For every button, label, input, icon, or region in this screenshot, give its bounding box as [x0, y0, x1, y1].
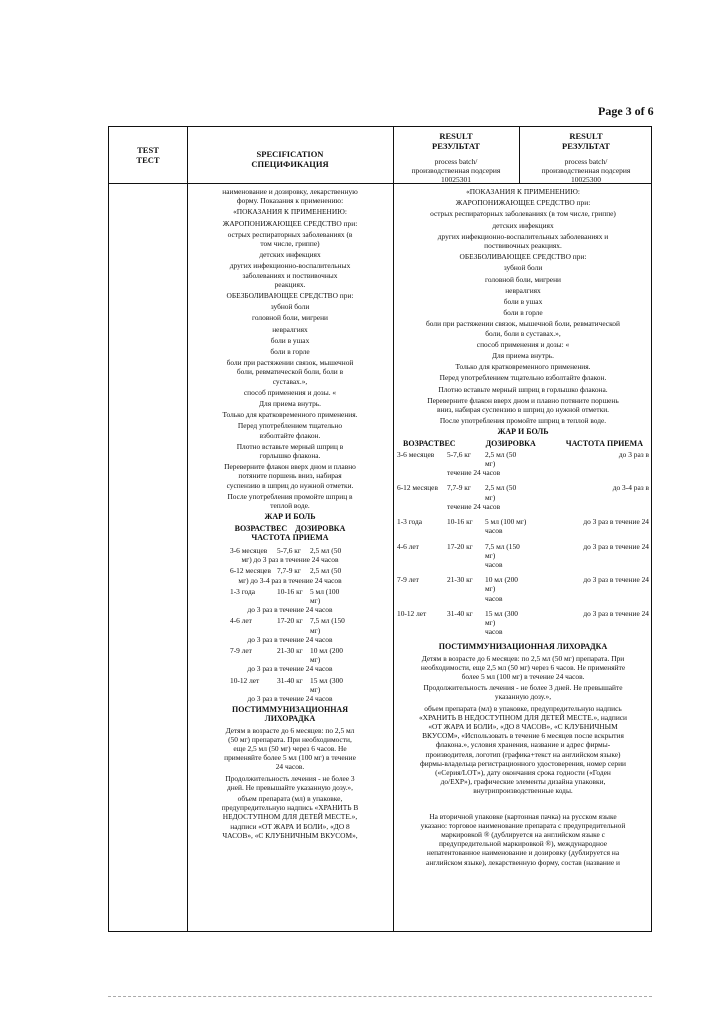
column-divider	[187, 127, 188, 931]
result-header-1: RESULT РЕЗУЛЬТАТ	[432, 131, 480, 151]
batch-label-2: process batch/ производственная подсерия 10025300	[541, 157, 631, 184]
column-divider	[393, 127, 394, 931]
result-dosage-header: ВОЗРАСТВЕС ДОЗИРОВКА ЧАСТОТА ПРИЕМА	[403, 438, 643, 448]
result-dosage-table: 3-6 месяцев 5-7,6 кг 2,5 мл (50 мг) до 3 раз в течение 24 часов 6-12 месяцев 7,7-9 кг 2,5 мл (50 мг) до 3-4 раз в течение 24 часов 1-3 года 10-16 кг 5 мл (100 мг) до 3 раз в течение 24 часов 4-6 лет 17-20 кг 7,5 мл (150 мг) до 3 раз в течение 24 часов 7-9 лет 21-30 кг 10 мл (200 мг) до 3 раз в течение 24 часов 10-12 лет 31-40 кг 15 мл (300 мг) до 3 раз в течение 24 часов	[397, 449, 649, 637]
result-header-2: RESULT РЕЗУЛЬТАТ	[562, 131, 610, 151]
page-number: Page 3 of 6	[598, 104, 654, 118]
specification-text: наименование и дозировку, лекарственную форму. Показания к применению: «ПОКАЗАНИЯ К ПРИМЕНЕНИЮ: ЖАРОПОНИЖАЮЩЕЕ СРЕДСТВО при: острых респираторных заболеваниях (в том числе, гриппе) детских инфекциях других инфекционно-воспалительных заболеваниях и поствивочных реакциях. ОБЕЗБОЛИВАЮЩЕЕ СРЕДСТВО при: зубной боли головной боли, мигрени невралгиях боли в ушах боли в горле боли при растяжении связок, мышечной боли, ревматической боли, боли в суставах.», способ применения и дозы. « Для приема внутрь. Только для кратковременного применения. Перед употреблением тщательно взболтайте флакон. Плотно вставьте мерный шприц в горлышко флакона. Переверните флакон вверх дном и плавно потяните поршень вниз, набирая суспензию в шприц до нужной отметки. После употребления промойте шприц в теплой воде. ЖАР И БОЛЬ ВОЗРАСТВЕС ДОЗИРОВКА ЧАСТОТА ПРИЕМА 3-6 месяцев 5-7,6 кг 2,5 мл (50 мг) до 3 раз в течение 24 часов 6-12 месяцев 7,7-9 кг 2,5 мл (50 мг) до 3-4 раз в течение 24 часов 1-3 года 10-16 кг 5 мл (100 мг) до 3 раз в течение 24 часов 4-6 лет 17-20 кг 7,5 мл (150 мг) до 3 раз в течение 24 часов 7-9 лет 21-30 кг 10 мл (200 мг) до 3 раз в течение 24 часов 10-12 лет 31-40 кг 15 мл (300 мг) до 3 раз в течение 24 часов ПОСТИММУНИЗАЦИОННАЯ ЛИХОРАДКА Детям в возрасте до 6 месяцев: по 2,5 мл (50 мг) препарата. При необходимости, еще 2,5 мл (50 мг) через 6 часов. Не применяйте более 5 мл (100 мг) в течение 24 часов. Продолжительность лечения - не более 3 дней. Не превышайте указанную дозу.», объем препарата (мл) в упаковке, предупредительную надпись «ХРАНИТЬ В НЕДОСТУПНОМ ДЛЯ ДЕТЕЙ МЕСТЕ.», надписи «ОТ ЖАРА И БОЛИ», «ДО 8 ЧАСОВ», «С КЛУБНИЧНЫМ ВКУСОМ»,	[191, 187, 389, 842]
page-bottom-edge	[108, 996, 652, 1003]
batch-label-1: process batch/ производственная подсерия 10025301	[411, 157, 501, 184]
spec-dosage-table: 3-6 месяцев 5-7,6 кг 2,5 мл (50 мг) до 3 раз в течение 24 часов 6-12 месяцев 7,7-9 кг 2,5 мл (50 мг) до 3-4 раз в течение 24 часов 1-3 года 10-16 кг 5 мл (100 мг) до 3 раз в течение 24 часов 4-6 лет 17-20 кг 7,5 мл (150 мг) до 3 раз в течение 24 часов 7-9 лет 21-30 кг 10 мл (200 мг) до 3 раз в течение 24 часов 10-12 лет 31-40 кг 15 мл (300 мг) до 3 раз в течение 24 часов	[230, 545, 345, 703]
result-text: «ПОКАЗАНИЯ К ПРИМЕНЕНИЮ: ЖАРОПОНИЖАЮЩЕЕ СРЕДСТВО при: острых респираторных заболеваниях (в том числе, гриппе) детских инфекциях других инфекционно-воспалительных заболеваниях и поствивочных реакциях. ОБЕЗБОЛИВАЮЩЕЕ СРЕДСТВО при: зубной боли головной боли, мигрени невралгиях боли в ушах боли в горле боли при растяжении связок, мышечной боли, ревматической боли, боли в суставах.», способ применения и дозы: « Для приема внутрь. Только для кратковременного применения. Перед употреблением тщательно взболтайте флакон. Плотно вставьте мерный шприц в горлышко флакона. Переверните флакон вверх дном и плавно потяните поршень вниз, набирая суспензию в шприц до нужной отметки. После употребления промойте шприц в теплой воде. ЖАР И БОЛЬ ВОЗРАСТВЕС ДОЗИРОВКА ЧАСТОТА ПРИЕМА 3-6 месяцев 5-7,6 кг 2,5 мл (50 мг) до 3 раз в течение 24 часов 6-12 месяцев 7,7-9 кг 2,5 мл (50 мг) до 3-4 раз в течение 24 часов 1-3 года 10-16 кг 5 мл (100 мг) до 3 раз в течение 24 часов 4-6 лет 17-20 кг 7,5 мл (150 мг) до 3 раз в течение 24 часов 7-9 лет 21-30 кг 10 мл (200 мг) до 3 раз в течение 24 часов 10-12 лет 31-40 кг 15 мл (300 мг) до 3 раз в течение 24 часов ПОСТИММУНИЗАЦИОННАЯ ЛИХОРАДКА Детям в возрасте до 6 месяцев: по 2,5 мл (50 мг) препарата. При необходимости, еще 2,5 мл (50 мг) через 6 часов. Не применяйте более 5 мл (100 мг) в течение 24 часов. Продолжительность лечения - не более 3 дней. Не превышайте указанную дозу.», объем препарата (мл) в упаковке, предупредительную надпись «ХРАНИТЬ В НЕДОСТУПНОМ ДЛЯ ДЕТЕЙ МЕСТЕ.», надписи «ОТ ЖАРА И БОЛИ», «ДО 8 ЧАСОВ», «С КЛУБНИЧНЫМ ВКУСОМ», «Использовать в течение 6 месяцев после вскрытия флакона.», условия хранения, название и адрес фирмы- производителя, логотип (графика+текст на английском языке) фирмы-владельца регистрационного удостоверения, номер серии («Серия/LOT»), дату окончания срока годности («Годен до/EXP»), графические элементы дизайна упаковки, внутрипроизводственные коды. На вторичной упаковке (картонная пачка) на русском языке указано: торговое наименование препарата с предупредительной маркировкой ® (дублируется на английском языке с предупредительной маркировкой ®), международное непатентованное наименование и дозировку (дублируется на английском языке), лекарственную форму, состав (название и	[397, 187, 649, 867]
specification-header: SPECIFICATION СПЕЦИФИКАЦИЯ	[251, 149, 329, 169]
test-header: TEST ТЕСТ	[136, 145, 160, 165]
specification-table	[108, 126, 652, 932]
